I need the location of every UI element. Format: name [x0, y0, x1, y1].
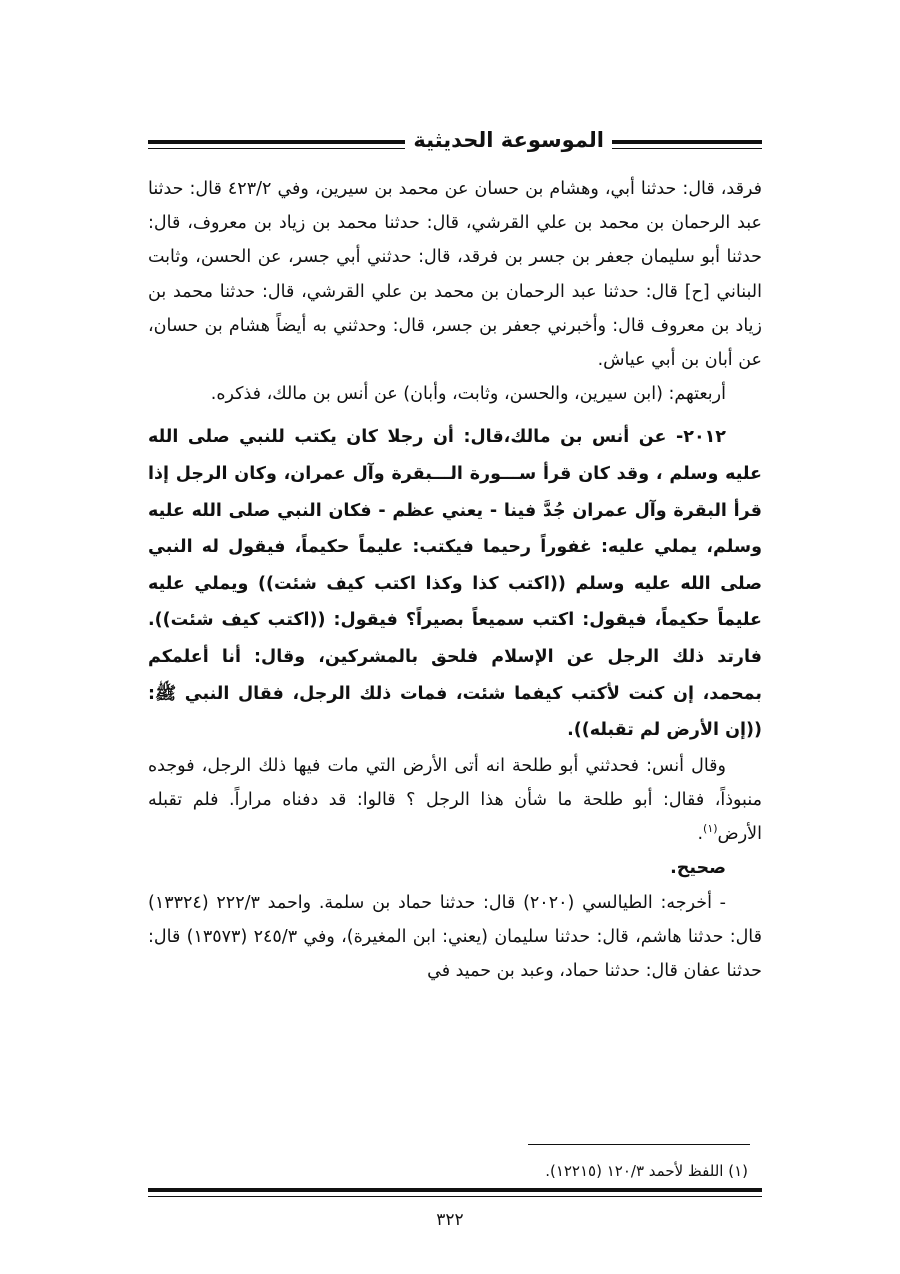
page-number: ٣٢٢: [436, 1210, 464, 1230]
footer-rule-thick: [148, 1188, 762, 1192]
grading-label: صحيح.: [670, 858, 726, 879]
paragraph-anas-text: وقال أنس: فحدثني أبو طلحة انه أتى الأرض التي مات فيها ذلك الرجل، فوجده منبوذاً، فقال: أبو طلحة ما شأن هذا الرجل ؟ قالوا: قد دفناه مراراً. فلم تقبله الأرض: [148, 755, 762, 845]
paragraph-anas: [148, 749, 762, 852]
main-text: [148, 172, 762, 988]
running-header: [148, 122, 762, 162]
paragraph-summary: أربعتهم: (ابن سيرين، والحسن، وثابت، وأبان) عن أنس بن مالك، فذكره.: [210, 384, 726, 405]
footer-rule-thin: [148, 1196, 762, 1197]
footnote: (١) اللفظ لأحمد ١٢٠/٣ (١٢٢١٥).: [545, 1162, 748, 1180]
paragraph-takhrij: - أخرجه: الطيالسي (٢٠٢٠) قال: حدثنا حماد بن سلمة. واحمد ٢٢٢/٣ (١٣٣٢٤) قال: حدثنا هاشم، قال: حدثنا سليمان (يعني: ابن المغيرة)، وفي ٢٤٥/٣ (١٣٥٧٣) قال: حدثنا عفان قال: حدثنا حماد، وعبد بن حميد في: [148, 892, 762, 981]
header-title: الموسوعة الحديثية: [405, 126, 612, 154]
footnote-separator: [528, 1144, 750, 1145]
footnote-marker: (١): [703, 822, 718, 836]
paragraph-anas-end: .: [697, 824, 704, 845]
paragraph-isnad: فرقد، قال: حدثنا أبي، وهشام بن حسان عن محمد بن سيرين، وفي ٤٢٣/٢ قال: حدثنا عبد الرحمان بن محمد بن علي القرشي، قال: حدثنا محمد بن زياد بن معروف، قال: حدثنا أبو سليمان جعفر بن جسر بن فرقد، قال: حدثني أبي جسر، عن الحسن، وثابت البناني [ح] قال: حدثنا عبد الرحمان بن محمد بن علي القرشي، قال: حدثنا محمد بن زياد بن معروف قال: وأخبرني جعفر بن جسر، قال: وحدثني به أيضاً هشام بن حسان، عن أبان بن أبي عياش.: [148, 179, 763, 371]
hadith-text: ٢٠١٢- عن أنس بن مالك،قال: أن رجلا كان يكتب للنبي صلى الله عليه وسلم ، وقد كان قرأ ســـورة الـــبقرة وآل عمران، وكان الرجل إذا قرأ البقرة وآل عمران جُدَّ فينا - يعني عظم - فكان النبي صلى الله عليه وسلم، يملي عليه: غفوراً رحيما فيكتب: عليماً حكيماً، فيقول له النبي صلى الله عليه وسلم ((اكتب كذا وكذا اكتب كيف شئت)) ويملي عليه عليماً حكيماً، فيقول: اكتب سميعاً بصيراً؟ فيقول: ((اكتب كيف شئت)). فارتد ذلك الرجل عن الإسلام فلحق بالمشركين، وقال: أنا أعلمكم بمحمد، إن كنت لأكتب كيفما شئت، فمات ذلك الرجل، فقال النبي ﷺ: ((إن الأرض لم تقبله)).: [148, 427, 762, 741]
